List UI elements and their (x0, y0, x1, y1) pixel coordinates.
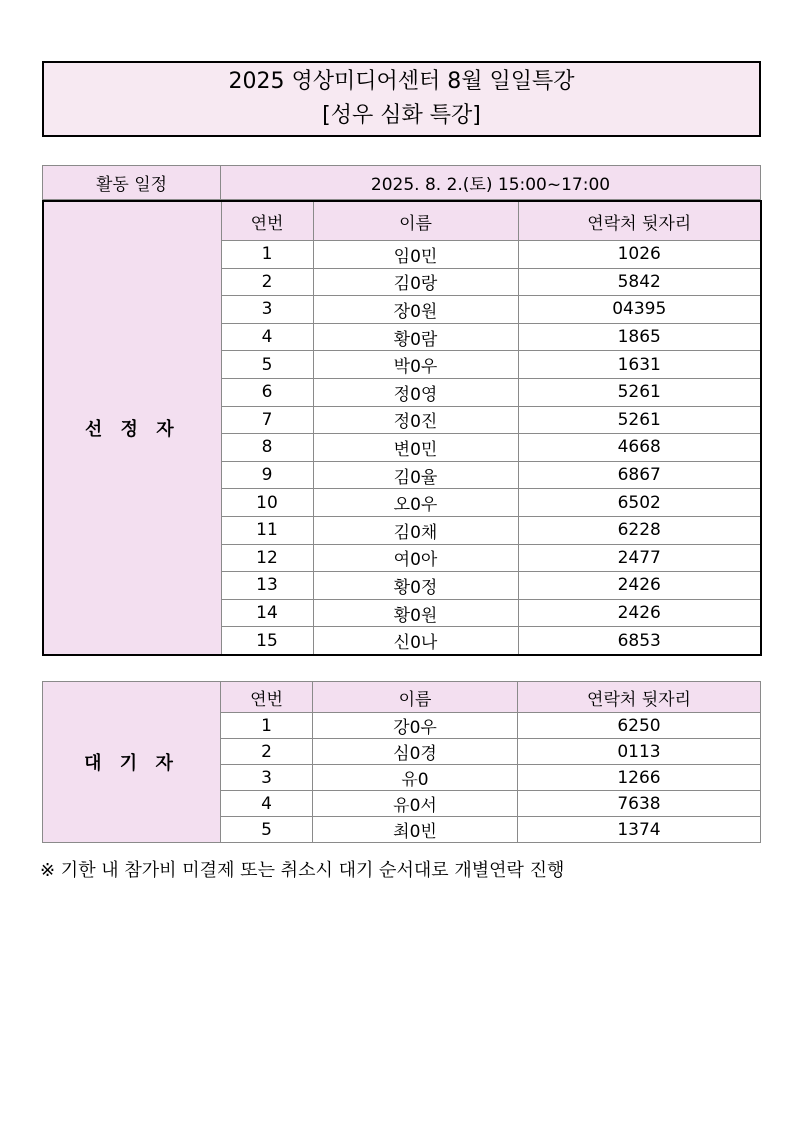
cell-no: 11 (221, 516, 313, 544)
waiting-table (42, 681, 761, 843)
cell-contact: 5261 (518, 406, 761, 434)
schedule-table (42, 165, 761, 200)
cell-name: 황0람 (313, 323, 518, 351)
column-header-contact: 연락처 뒷자리 (518, 201, 761, 241)
cell-name: 황0정 (313, 572, 518, 600)
cell-no: 13 (221, 572, 313, 600)
document-subtitle: [성우 심화 특강] (322, 103, 481, 128)
cell-name: 유0 (313, 765, 518, 791)
cell-no: 7 (221, 406, 313, 434)
schedule-value: 2025. 8. 2.(토) 15:00~17:00 (221, 166, 761, 200)
cell-contact: 1266 (518, 765, 761, 791)
document-title: 2025 영상미디어센터 8월 일일특강 (228, 69, 575, 94)
cell-contact: 7638 (518, 791, 761, 817)
cell-no: 4 (221, 323, 313, 351)
cell-contact: 6502 (518, 489, 761, 517)
cell-no: 8 (221, 434, 313, 462)
cell-contact: 4668 (518, 434, 761, 462)
cell-contact: 2477 (518, 544, 761, 572)
waiting-group-label: 대 기 자 (43, 682, 221, 843)
cell-no: 1 (221, 241, 313, 269)
cell-contact: 6867 (518, 461, 761, 489)
cell-contact: 1026 (518, 241, 761, 269)
cell-contact: 6853 (518, 627, 761, 655)
cell-no: 15 (221, 627, 313, 655)
cell-no: 1 (221, 713, 313, 739)
document-title-box (42, 61, 761, 137)
cell-no: 3 (221, 765, 313, 791)
cell-name: 정0영 (313, 378, 518, 406)
cell-no: 12 (221, 544, 313, 572)
cell-no: 10 (221, 489, 313, 517)
cell-contact: 6228 (518, 516, 761, 544)
cell-name: 심0경 (313, 739, 518, 765)
cell-contact: 2426 (518, 572, 761, 600)
cell-name: 정0진 (313, 406, 518, 434)
footnote: ※ 기한 내 참가비 미결제 또는 취소시 대기 순서대로 개별연락 진행 (40, 860, 565, 881)
cell-no: 5 (221, 817, 313, 843)
cell-no: 5 (221, 351, 313, 379)
cell-name: 김0채 (313, 516, 518, 544)
column-header-contact: 연락처 뒷자리 (518, 682, 761, 713)
cell-no: 2 (221, 739, 313, 765)
cell-contact: 5842 (518, 268, 761, 296)
cell-contact: 6250 (518, 713, 761, 739)
cell-name: 김0율 (313, 461, 518, 489)
cell-name: 오0우 (313, 489, 518, 517)
cell-contact: 2426 (518, 599, 761, 627)
cell-no: 3 (221, 296, 313, 324)
selected-group-label: 선 정 자 (43, 201, 221, 655)
cell-name: 여0아 (313, 544, 518, 572)
cell-name: 변0민 (313, 434, 518, 462)
cell-name: 유0서 (313, 791, 518, 817)
cell-no: 9 (221, 461, 313, 489)
cell-contact: 5261 (518, 378, 761, 406)
cell-name: 박0우 (313, 351, 518, 379)
cell-no: 6 (221, 378, 313, 406)
cell-no: 4 (221, 791, 313, 817)
cell-name: 황0원 (313, 599, 518, 627)
cell-contact: 1631 (518, 351, 761, 379)
cell-name: 임0민 (313, 241, 518, 269)
selected-table (42, 200, 762, 656)
column-header-no: 연번 (221, 682, 313, 713)
cell-contact: 04395 (518, 296, 761, 324)
schedule-label: 활동 일정 (43, 166, 221, 200)
cell-no: 2 (221, 268, 313, 296)
cell-name: 신0나 (313, 627, 518, 655)
column-header-name: 이름 (313, 682, 518, 713)
cell-contact: 1865 (518, 323, 761, 351)
cell-contact: 0113 (518, 739, 761, 765)
cell-name: 김0랑 (313, 268, 518, 296)
cell-no: 14 (221, 599, 313, 627)
column-header-no: 연번 (221, 201, 313, 241)
cell-contact: 1374 (518, 817, 761, 843)
cell-name: 장0원 (313, 296, 518, 324)
cell-name: 강0우 (313, 713, 518, 739)
cell-name: 최0빈 (313, 817, 518, 843)
column-header-name: 이름 (313, 201, 518, 241)
